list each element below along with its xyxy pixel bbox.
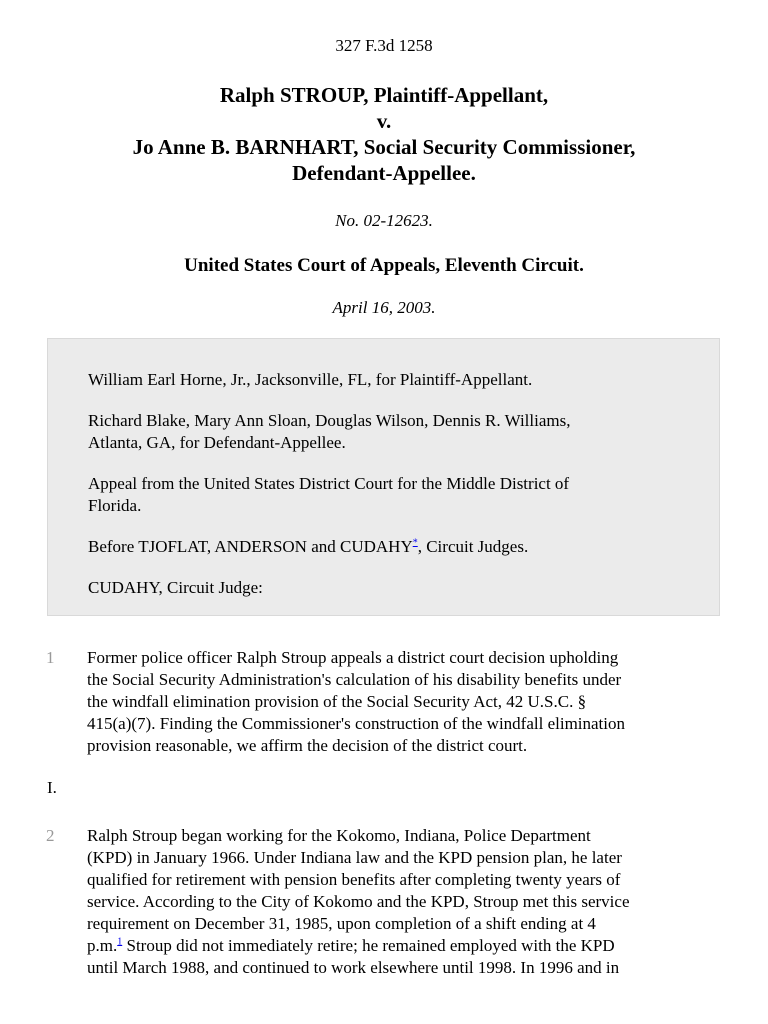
- counsel-box: [47, 338, 720, 616]
- paragraph-line: qualified for retirement with pension benefits after completing twenty years of: [87, 870, 621, 889]
- paragraph-line: the Social Security Administration's calculation of his disability benefits under: [87, 670, 622, 689]
- opinion-author: CUDAHY, Circuit Judge:: [88, 578, 263, 597]
- paragraph-line: Ralph Stroup began working for the Kokomo, Indiana, Police Department: [87, 826, 591, 845]
- citation: 327 F.3d 1258: [335, 36, 433, 55]
- appeal-origin: [88, 473, 688, 517]
- paragraph-line: requirement on December 31, 1985, upon completion of a shift ending at 4: [87, 914, 596, 933]
- paragraph-number: 1: [46, 648, 55, 667]
- docket-number: No. 02-12623.: [335, 211, 433, 230]
- appeal-origin-line: Appeal from the United States District Court for the Middle District of: [88, 474, 570, 493]
- section-heading: I.: [47, 778, 57, 797]
- counsel-appellant: William Earl Horne, Jr., Jacksonville, FL, for Plaintiff-Appellant.: [88, 370, 533, 389]
- footnote-link-1[interactable]: 1: [117, 936, 123, 948]
- paragraph-line: the windfall elimination provision of the Social Security Act, 42 U.S.C. §: [87, 692, 587, 711]
- paragraph-line: Stroup did not immediately retire; he remained employed with the KPD: [122, 936, 615, 955]
- footnote-link-star[interactable]: *: [412, 537, 418, 549]
- paragraph-line: 415(a)(7). Finding the Commissioner's construction of the windfall elimination: [87, 714, 626, 733]
- paragraph-line: p.m.: [87, 936, 118, 955]
- case-title-line: Ralph STROUP, Plaintiff-Appellant,: [219, 83, 549, 107]
- counsel-appellee-line: Atlanta, GA, for Defendant-Appellee.: [88, 433, 346, 452]
- case-title-line: Defendant-Appellee.: [292, 161, 476, 185]
- court-name: United States Court of Appeals, Eleventh Circuit.: [184, 255, 584, 276]
- paragraph-line: provision reasonable, we affirm the decision of the district court.: [87, 736, 528, 755]
- paragraph-2: [87, 825, 727, 979]
- paragraph-line: Former police officer Ralph Stroup appeals a district court decision upholding: [87, 648, 619, 667]
- case-title-line: Jo Anne B. BARNHART, Social Security Commissioner,: [132, 135, 636, 159]
- counsel-appellee: [88, 410, 688, 454]
- case-title: [0, 82, 768, 186]
- paragraph-line: (KPD) in January 1966. Under Indiana law and the KPD pension plan, he later: [87, 848, 622, 867]
- case-title-line: v.: [376, 109, 392, 133]
- paragraph-number: 2: [46, 826, 55, 845]
- appeal-origin-line: Florida.: [88, 496, 142, 515]
- decision-date: April 16, 2003.: [332, 298, 436, 317]
- panel-judges-text: Before TJOFLAT, ANDERSON and CUDAHY: [88, 537, 413, 556]
- panel-judges: [88, 536, 688, 558]
- counsel-appellee-line: Richard Blake, Mary Ann Sloan, Douglas Wilson, Dennis R. Williams,: [88, 411, 571, 430]
- panel-judges-suffix: , Circuit Judges.: [417, 537, 529, 556]
- paragraph-line: until March 1988, and continued to work elsewhere until 1998. In 1996 and in: [87, 958, 620, 977]
- paragraph-1: [87, 647, 727, 757]
- paragraph-line: service. According to the City of Kokomo and the KPD, Stroup met this service: [87, 892, 630, 911]
